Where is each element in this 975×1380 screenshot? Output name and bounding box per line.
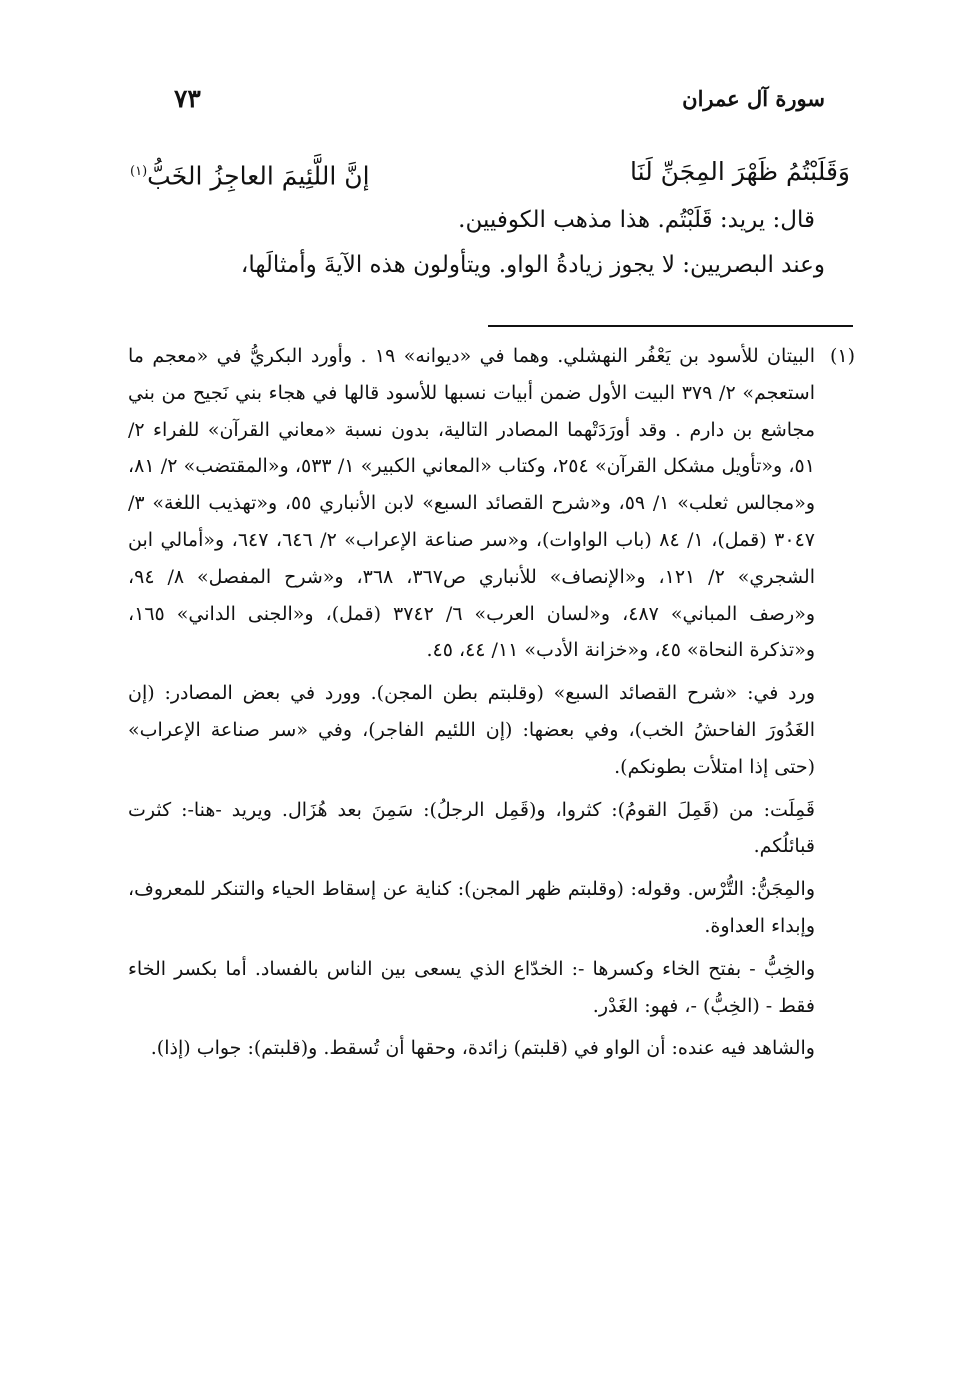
verse-hemistich-first: وَقَلَبْتُمُ ظَهْرَ المِجَنِّ لَنَا	[629, 157, 850, 186]
page-number: ٧٣	[174, 84, 201, 113]
footnote-marker: (١)	[829, 345, 855, 367]
verse-hemistich-second-text: إنَّ اللَّئِيمَ العاجِزُ الخَبُّ	[147, 161, 370, 191]
footnote-paragraph: ورد في: «شرح القصائد السبع» (وقلبتم بطن المجن). وورد في بعض المصادر: (إن الغَدُورَ الفاحشُ الخب)، وفي بعضها: (إن اللئيم الفاجر)، وفي «سر صناعة الإعراب» (حتى إذا امتلأت بطونكم).	[128, 682, 815, 778]
main-paragraph-line: وعند البصريين: لا يجوز زيادةُ الواو. ويتأولون هذه الآيةَ وأمثالَها،	[240, 252, 825, 279]
footnote-paragraph: والشاهد فيه عنده: أن الواو في (قلبتم) زائدة، وحقها أن تُسقط. و(قلبتم): جواب (إذا).	[150, 1037, 815, 1060]
footnotes	[128, 338, 855, 1073]
footnote-paragraph: قَمِلَت: من (قَمِلَ القومُ): كثروا، و(قَمِل الرجلُ): سَمِنَ بعد هُزَال. ويريد -هنا-: كثرت قبائلُكم.	[128, 798, 815, 858]
main-text	[130, 150, 850, 288]
main-paragraph-line: قال: يريد: قَلَبْتُم. هذا مذهب الكوفيين.	[458, 207, 815, 234]
verse-hemistich-second	[130, 150, 370, 198]
footnote-paragraph	[128, 338, 855, 669]
running-title: سورة آل عمران	[682, 86, 825, 111]
footnote-separator	[488, 325, 853, 327]
footnote-reference: (١)	[130, 164, 148, 179]
poetry-verse	[130, 150, 850, 198]
footnote-paragraph-text: البيتان للأسود بن يَعْفُر النهشلي. وهما في «ديوانه» ١٩ . وأورد البكريُّ في «معجم ما استعجم» ٢/ ٣٧٩ البيت الأول ضمن أبيات نسبها للأسود قالها في هجاء بني نَجيح من بني مجاشع بن دارم . وقد أورَدَتْهما المصادر التالية، بدون نسبة «معاني القرآن» للفراء ٢/ ٥١، و«تأويل مشكل القرآن» ٢٥٤، وكتاب «المعاني الكبير» ١/ ٥٣٣، و«المقتضب» ٢/ ٨١، و«مجالس ثعلب» ١/ ٥٩، و«شرح القصائد السبع» لابن الأنباري ٥٥، و«تهذيب اللغة» ٣/ ٣٠٤٧ (قمل)، ١/ ٨٤ (باب الواوات)، و«سر صناعة الإعراب» ٢/ ٦٤٦، ٦٤٧، و«أمالي ابن الشجري» ٢/ ١٢١، و«الإنصاف» للأنباري ص٣٦٧، ٣٦٨، و«شرح المفصل» ٨/ ٩٤، و«رصف المباني» ٤٨٧، و«لسان العرب» ٦/ ٣٧٤٢ (قمل)، و«الجنى الداني» ١٦٥، و«تذكرة النحاة» ٤٥، و«خزانة الأدب» ١١/ ٤٤، ٤٥.	[128, 345, 816, 662]
page-header	[150, 86, 825, 126]
footnote-paragraph: والمِجَنُّ: التُّرْس. وقوله: (وقلبتم ظهر المجن): كناية عن إسقاط الحياء والتنكر للمعروف، وإبداء العداوة.	[128, 878, 815, 937]
footnote-paragraph: والخِبُّ - بفتح الخاء وكسرها -: الخدّاع الذي يسعى بين الناس بالفساد. أما بكسر الخاء فقط - (الخِبُّ) -، فهو: الغَدْر.	[128, 957, 815, 1017]
